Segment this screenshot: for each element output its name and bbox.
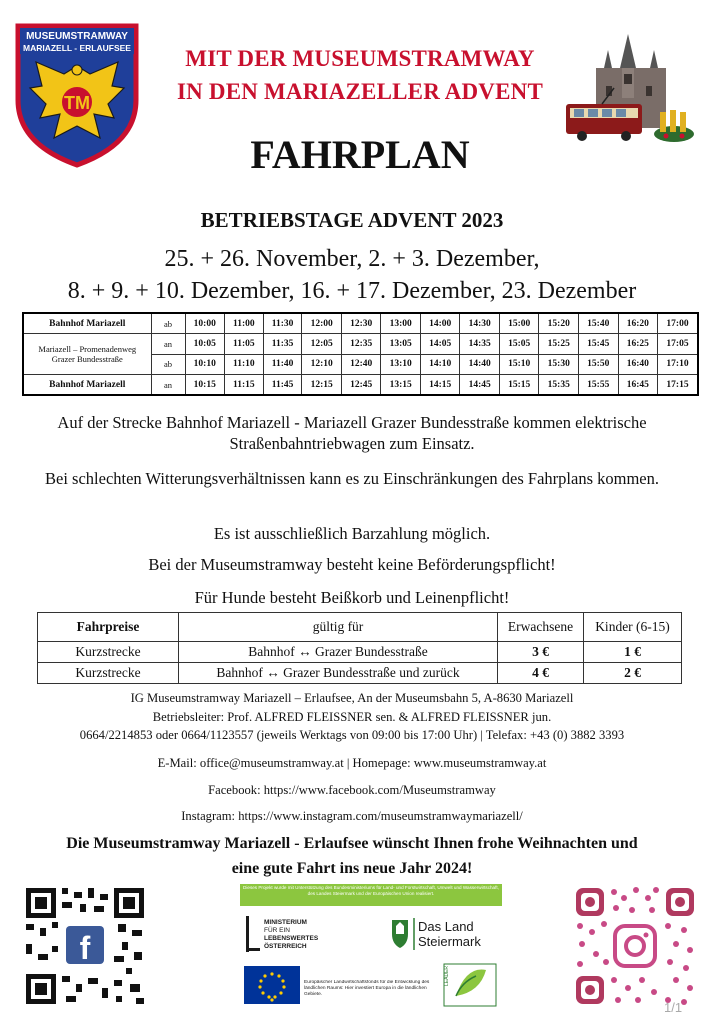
departure-time: 12:10: [302, 354, 342, 375]
departure-time: 11:10: [225, 354, 264, 375]
arrival-time: 13:05: [381, 334, 421, 355]
station-name: Mariazell – Promenadenweg: [38, 344, 137, 354]
price-header-valid-for: gültig für: [179, 613, 498, 642]
info-no-carriage-obligation: Bei der Museumstramway besteht keine Beförderungspflicht!: [148, 555, 556, 574]
arrival-time: 15:55: [579, 375, 619, 396]
arrival-time: 14:35: [460, 334, 500, 355]
ministry-line-3: LEBENSWERTES: [264, 935, 319, 942]
departure-time: 14:10: [420, 354, 460, 375]
leader-label: LEADER: [444, 965, 450, 986]
arrival-time: 14:15: [420, 375, 460, 396]
museumstramway-crest-logo: [14, 22, 140, 168]
departure-time: 11:00: [225, 313, 264, 334]
direction-label: ab: [151, 354, 185, 375]
info-dogs-muzzle: Für Hunde besteht Beißkorb und Leinenpflicht!: [194, 588, 510, 607]
steiermark-line-1: Das Land: [418, 919, 474, 934]
info-cash-only: Es ist ausschließlich Barzahlung möglich.: [213, 524, 491, 543]
departure-time: 16:40: [618, 354, 658, 375]
arrival-time: 17:05: [658, 334, 698, 355]
arrival-time: 13:15: [381, 375, 421, 396]
departure-time: 14:30: [460, 313, 500, 334]
funding-logos: [240, 884, 502, 1010]
ticket-type: Kurzstrecke: [38, 642, 179, 663]
arrival-time: 17:15: [658, 375, 698, 396]
station-name: Bahnhof Mariazell: [23, 313, 151, 334]
crest-text-top: MUSEUMSTRAMWAY: [26, 31, 128, 42]
arrival-time: 15:25: [539, 334, 579, 355]
departure-time: 11:30: [263, 313, 302, 334]
arrival-time: 10:05: [185, 334, 225, 355]
operations-managers: Betriebsleiter: Prof. ALFRED FLEISSNER sen. & ALFRED FLEISSNER jun.: [152, 710, 552, 724]
headline-line-1: MIT DER MUSEUMSTRAMWAY: [185, 46, 535, 71]
timetable-row: [23, 313, 698, 334]
child-price: 2 €: [584, 663, 682, 684]
station-name-promenadenweg: [23, 334, 151, 375]
arrival-time: 12:45: [341, 375, 381, 396]
info-weather-notice: Bei schlechten Witterungsverhältnissen kann es zu Einschränkungen des Fahrplans kommen.: [45, 469, 659, 488]
departure-time: 14:40: [460, 354, 500, 375]
departure-time: 16:20: [618, 313, 658, 334]
arrival-time: 11:45: [263, 375, 302, 396]
direction-label: ab: [151, 313, 185, 334]
ministry-line-2: FÜR EIN: [264, 927, 290, 934]
arrival-time: 10:15: [185, 375, 225, 396]
station-name: Bahnhof Mariazell: [23, 375, 151, 396]
arrival-time: 11:15: [225, 375, 264, 396]
funding-note: Dieses Projekt wurde mit Unterstützung des Bundesministeriums für Land- und Forstwirtschaft, Umwelt und Wasserwirtschaft, des Landes Steiermark und der Europäischen Union realisiert.: [243, 885, 499, 896]
organization-address: IG Museumstramway Mariazell – Erlaufsee, An der Museumsbahn 5, A-8630 Mariazell: [130, 691, 574, 705]
arrival-time: 15:45: [579, 334, 619, 355]
arrival-time: 12:35: [341, 334, 381, 355]
price-row: [38, 663, 682, 684]
departure-time: 12:30: [341, 313, 381, 334]
departure-time: 12:00: [302, 313, 342, 334]
info-tram-vehicles: Auf der Strecke Bahnhof Mariazell - Mariazell Grazer Bundesstraße kommen elektrische Straßenbahntriebwagen zum Einsatz.: [57, 413, 647, 453]
page-title: FAHRPLAN: [250, 132, 470, 177]
arrival-time: 15:05: [499, 334, 539, 355]
crest-text-bottom: MARIAZELL - ERLAUFSEE: [23, 43, 131, 53]
departure-time: 14:00: [420, 313, 460, 334]
ticket-route: Bahnhof ↔ Grazer Bundesstraße: [179, 642, 498, 663]
church-and-tram-illustration: [562, 28, 696, 148]
svg-text:f: f: [79, 930, 91, 966]
departure-time: 15:50: [579, 354, 619, 375]
ministry-line-4: ÖSTERREICH: [264, 943, 307, 950]
steiermark-line-2: Steiermark: [418, 934, 481, 949]
facebook-qr-code: [22, 884, 148, 1008]
arrival-time: 12:05: [302, 334, 342, 355]
price-header-children: Kinder (6-15): [584, 613, 682, 642]
direction-label: an: [151, 375, 185, 396]
ticket-type: Kurzstrecke: [38, 663, 179, 684]
operating-days-title: BETRIEBSTAGE ADVENT 2023: [200, 208, 504, 232]
price-header-adults: Erwachsene: [498, 613, 584, 642]
price-table: [37, 612, 682, 684]
departure-time: 10:10: [185, 354, 225, 375]
farewell-line-1: Die Museumstramway Mariazell - Erlaufsee wünscht Ihnen frohe Weihnachten und: [66, 835, 638, 852]
timetable-row: [23, 334, 698, 355]
ticket-route: Bahnhof ↔ Grazer Bundesstraße und zurück: [179, 663, 498, 684]
adult-price: 4 €: [498, 663, 584, 684]
eu-fund-note: Europäischer Landwirtschaftsfonds für die Entwicklung des ländlichen Raums: Hier investiert Europa in die ländlichen Gebiete.: [304, 980, 430, 997]
phone-fax: 0664/2214853 oder 0664/1123557 (jeweils Werktags von 09:00 bis 17:00 Uhr) | Telefax: +43 (0) 3882 3393: [79, 728, 625, 742]
farewell-line-2: eine gute Fahrt ins neue Jahr 2024!: [231, 860, 473, 877]
svg-text:TM: TM: [64, 93, 90, 113]
arrival-time: 11:05: [225, 334, 264, 355]
adult-price: 3 €: [498, 642, 584, 663]
email-homepage: E-Mail: office@museumstramway.at | Homepage: www.museumstramway.at: [157, 756, 547, 770]
departure-time: 15:10: [499, 354, 539, 375]
operating-dates-line-2: 8. + 9. + 10. Dezember, 16. + 17. Dezember, 23. Dezember: [67, 278, 637, 304]
arrival-time: 14:05: [420, 334, 460, 355]
price-table-header: [38, 613, 682, 642]
arrival-time: 14:45: [460, 375, 500, 396]
headline-line-2: IN DEN MARIAZELLER ADVENT: [176, 79, 544, 104]
operating-dates-line-1: 25. + 26. November, 2. + 3. Dezember,: [164, 246, 540, 272]
arrival-time: 16:25: [618, 334, 658, 355]
ministry-line-1: MINISTERIUM: [264, 919, 307, 926]
departure-time: 17:10: [658, 354, 698, 375]
departure-time: 17:00: [658, 313, 698, 334]
station-name: Grazer Bundesstraße: [51, 354, 123, 364]
arrival-time: 15:35: [539, 375, 579, 396]
timetable: [22, 312, 699, 396]
departure-time: 13:00: [381, 313, 421, 334]
departure-time: 11:40: [263, 354, 302, 375]
departure-time: 15:20: [539, 313, 579, 334]
facebook-link: Facebook: https://www.facebook.com/Museumstramway: [208, 783, 496, 797]
direction-label: an: [151, 334, 185, 355]
instagram-link: Instagram: https://www.instagram.com/museumstramwaymariazell/: [181, 809, 523, 823]
departure-time: 15:30: [539, 354, 579, 375]
departure-time: 15:00: [499, 313, 539, 334]
arrival-time: 11:35: [263, 334, 302, 355]
price-row: [38, 642, 682, 663]
price-header-fahrpreise: Fahrpreise: [38, 613, 179, 642]
departure-time: 10:00: [185, 313, 225, 334]
arrival-time: 15:15: [499, 375, 539, 396]
arrival-time: 12:15: [302, 375, 342, 396]
page-number: 1/1: [664, 1000, 683, 1015]
child-price: 1 €: [584, 642, 682, 663]
departure-time: 12:40: [341, 354, 381, 375]
arrival-time: 16:45: [618, 375, 658, 396]
timetable-row: [23, 375, 698, 396]
departure-time: 13:10: [381, 354, 421, 375]
departure-time: 15:40: [579, 313, 619, 334]
instagram-qr-code: [572, 884, 698, 1008]
